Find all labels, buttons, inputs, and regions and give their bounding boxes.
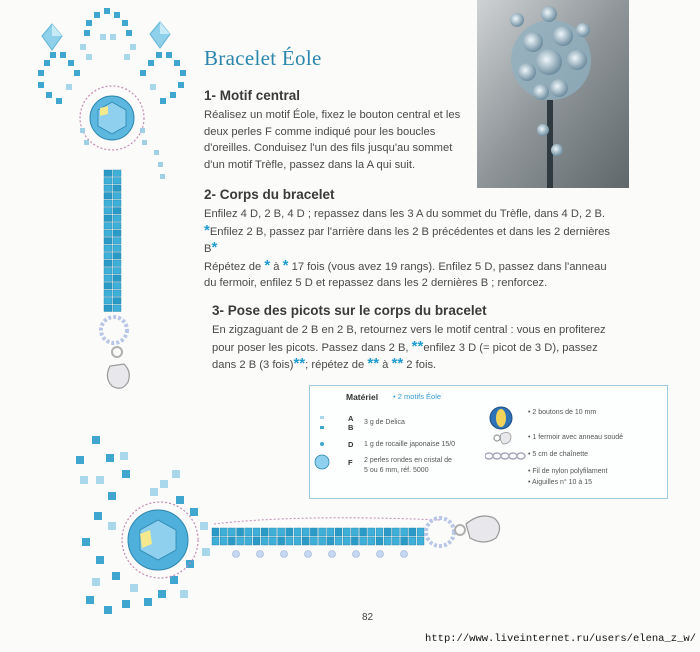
section2-text <box>204 206 644 292</box>
product-photo <box>477 0 629 188</box>
bead-d-icon <box>320 442 324 446</box>
star-icon: * <box>204 221 210 239</box>
section1-line: d'un motif Trèfle, passez dans la A qui suit. <box>204 158 416 171</box>
material-right-text: • Fil de nylon polyfilament <box>528 468 608 475</box>
materials-notion-icons <box>485 404 531 464</box>
material-letter: B <box>348 423 354 432</box>
double-star-icon: ** <box>293 355 306 372</box>
material-right-text: • 5 cm de chaînette <box>528 451 589 458</box>
material-text: 5 ou 6 mm, réf. 5000 <box>364 467 429 474</box>
double-star-icon: ** <box>367 355 380 372</box>
section3-line: dans 2 B (3 fois)**; répétez de ** à ** 2 fois. <box>212 355 437 372</box>
materials-title: Matériel <box>346 392 379 402</box>
section2-line: *Enfilez 2 B, passez par l'arrière dans les 2 B précédentes et dans les 2 dernières <box>204 221 610 239</box>
materials-subtitle: • 2 motifs Éole <box>393 392 442 401</box>
section2-line: du fermoir, enfilez 5 D et repassez dans les 2 dernières B ; renforcez. <box>204 277 548 289</box>
section2-line: Répétez de * à * 17 fois (vous avez 19 rangs). Enfilez 5 D, passez dans l'anneau <box>204 256 607 274</box>
horizontal-central-button-icon <box>128 510 188 570</box>
material-text: 2 perles rondes en cristal de <box>364 457 452 464</box>
bead-a-icon <box>320 416 324 419</box>
star-icon: * <box>264 256 271 274</box>
materials-bead-icons <box>312 410 352 490</box>
horizontal-lobster-clasp-icon <box>455 516 500 542</box>
page-title: Bracelet Éole <box>204 46 322 70</box>
section1-heading: 1- Motif central <box>204 88 301 103</box>
material-text: 1 g de rocaille japonaise 15/0 <box>364 441 456 448</box>
material-text: 3 g de Delica <box>364 419 405 426</box>
section1-line: Réalisez un motif Éole, fixez le bouton central et les <box>204 109 461 121</box>
material-letter: A <box>348 414 354 423</box>
material-right-text: • 1 fermoir avec anneau soudé <box>528 434 624 441</box>
material-letter: D <box>348 440 354 449</box>
clasp-icon <box>494 432 511 444</box>
section3-text <box>212 322 652 374</box>
double-star-icon: ** <box>411 337 424 355</box>
material-letter: F <box>348 458 353 467</box>
material-right-text: • 2 boutons de 10 mm <box>528 409 597 416</box>
section2-line: Enfilez 4 D, 2 B, 4 D ; repassez dans les 3 A du sommet du Trèfle, dans 4 D, 2 B. <box>204 208 606 220</box>
section3-line: En zigzaguant de 2 B en 2 B, retournez vers le motif central : vous en profiterez <box>212 324 606 336</box>
horizontal-bracelet-body <box>212 528 424 558</box>
thread-path <box>214 518 440 524</box>
section3-line: pour poser les picots. Passez dans 2 B, **enfilez 3 D (= picot de 3 D), passez <box>212 337 598 355</box>
section2-line: B* <box>204 239 218 256</box>
footer-url: http://www.liveinternet.ru/users/elena_z_w/ <box>425 633 696 645</box>
section2-heading: 2- Corps du bracelet <box>204 187 335 202</box>
section3-heading: 3- Pose des picots sur le corps du bracelet <box>212 303 487 318</box>
section1-line: d'oreilles. Conduisez l'un des fils jusqu'au sommet <box>204 142 453 154</box>
material-right-text: • Aiguilles n° 10 à 15 <box>528 479 593 486</box>
section1-text <box>204 107 476 173</box>
double-star-icon: ** <box>391 355 404 372</box>
section1-line: deux perles F comme indiqué pour les boucles <box>204 125 436 138</box>
page-number: 82 <box>362 612 374 623</box>
bead-f-icon <box>315 455 329 469</box>
star-icon: * <box>211 239 218 256</box>
button-icon <box>490 407 512 429</box>
horizontal-clasp-ring <box>426 518 454 546</box>
star-icon: * <box>282 256 289 274</box>
bead-b-icon <box>320 426 324 429</box>
chain-icon <box>485 453 525 459</box>
